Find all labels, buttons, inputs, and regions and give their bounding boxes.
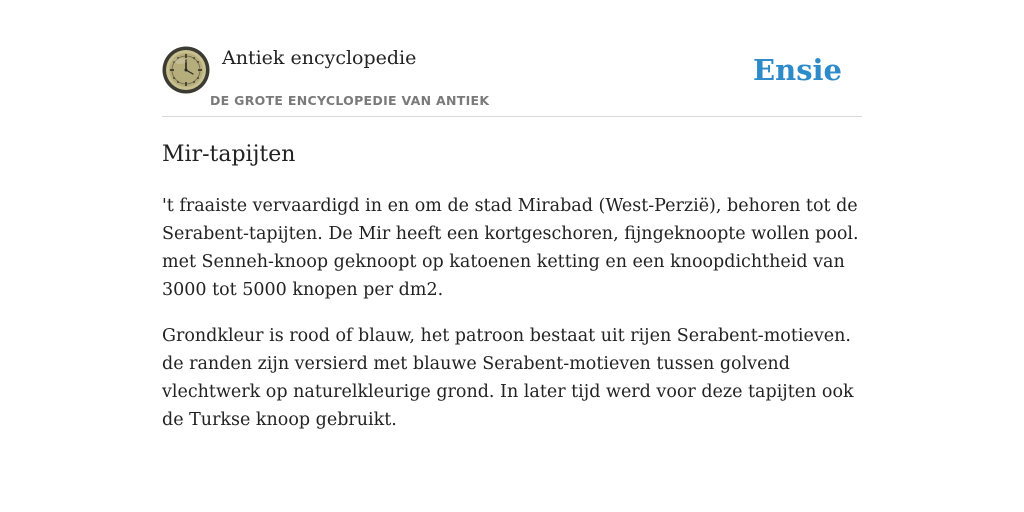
site-header	[162, 46, 862, 117]
entry-title: Mir-tapijten	[162, 142, 296, 167]
site-title[interactable]: Antiek encyclopedie	[222, 47, 417, 69]
brand-logo[interactable]: Ensie	[753, 53, 842, 87]
entry-paragraph: 't fraaiste vervaardigd in en om de stad Mirabad (West-Perzië), behoren tot de Serabent-tapijten. De Mir heeft een kortgeschoren, fijngeknoopte wollen pool. met Senneh-knoop geknoopt op katoenen ketting en een knoopdichtheid van 3000 tot 5000 knopen per dm2.	[162, 196, 859, 300]
site-subtitle: DE GROTE ENCYCLOPEDIE VAN ANTIEK	[210, 93, 490, 108]
entry-content	[162, 192, 862, 452]
entry-paragraph: Grondkleur is rood of blauw, het patroon bestaat uit rijen Serabent-motieven. de randen zijn versierd met blauwe Serabent-motieven tussen golvend vlechtwerk op naturelkleurige grond. In later tijd werd voor deze tapijten ook de Turkse knoop gebruikt.	[162, 326, 854, 430]
antique-clock-icon[interactable]	[162, 46, 210, 94]
